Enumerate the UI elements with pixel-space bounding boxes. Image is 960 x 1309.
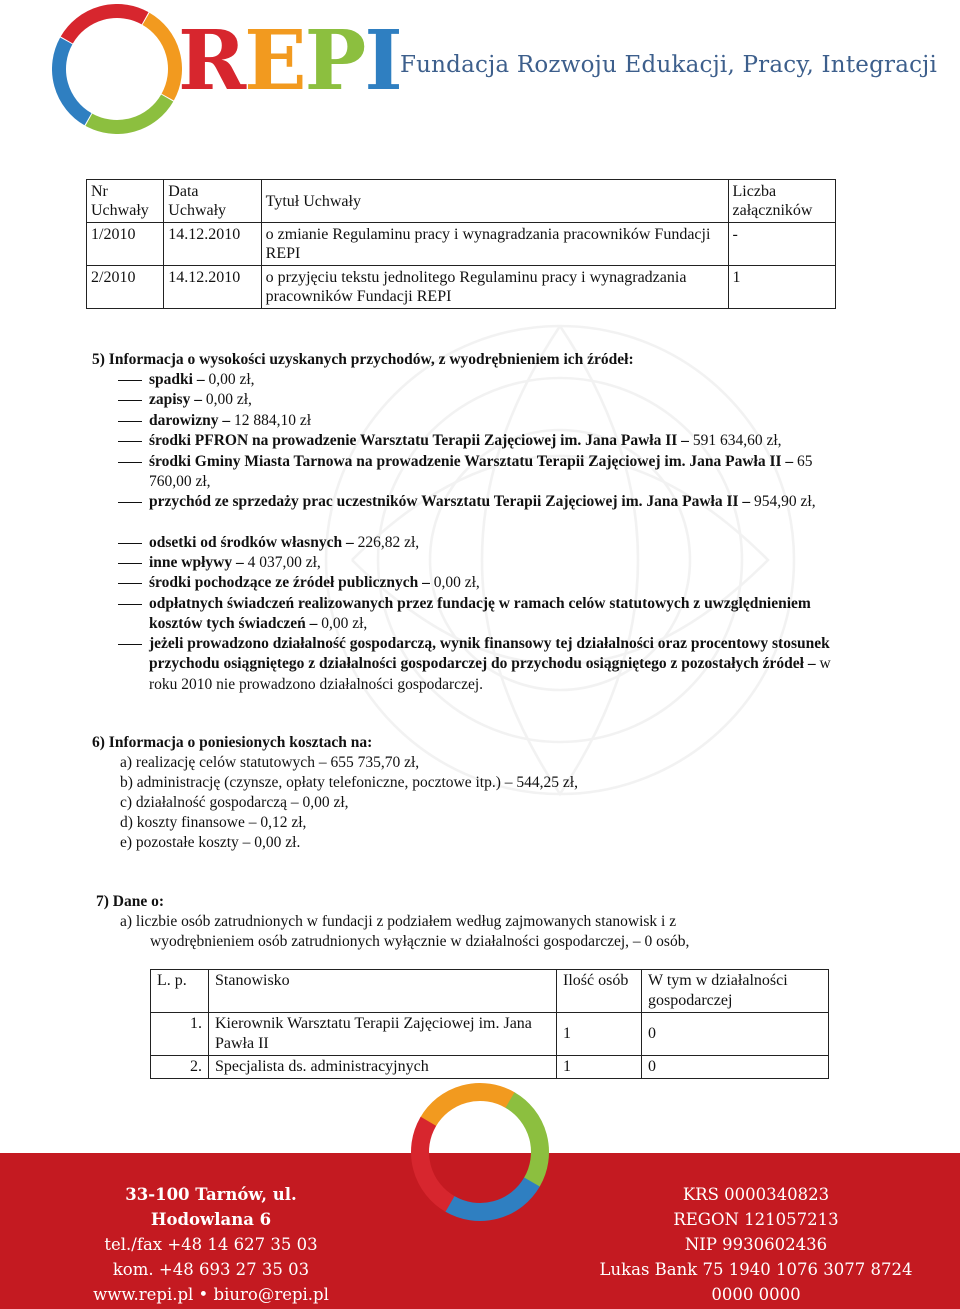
header-position: Stanowisko [209,970,557,1013]
cell-lp: 1. [151,1013,209,1056]
resolutions-table [86,179,836,309]
table-row [151,1056,829,1079]
cell-date: 14.12.2010 [164,266,261,309]
header-title: Tytuł Uchwały [261,180,728,223]
employment-text-line: a) liczbie osób zatrudnionych w fundacji z podziałem według zajmowanych stanowisk i z [120,913,677,930]
dash-bullet [118,400,142,401]
header-business: W tym w działalności gospodarczej [642,970,829,1013]
dash-bullet [118,583,142,584]
item-value: w roku 2010 nie prowadzono działalności gospodarczej. [149,655,831,693]
cell-title: o zmianie Regulaminu pracy i wynagradzania pracowników Fundacji REPI [261,223,728,266]
item-label: darowizny – [149,412,231,429]
item-label: odpłatnych świadczeń realizowanych przez fundację w ramach celów statutowych z uwzględnieniem kosztów tych świadczeń – [149,595,811,633]
list-item [118,452,848,493]
cell-business: 0 [642,1056,829,1079]
header-lp: L. p. [151,970,209,1013]
item-label: przychód ze sprzedaży prac uczestników Warsztatu Terapii Zajęciowej im. Jana Pawła II – [149,493,751,510]
item-value: 65 760,00 zł, [149,453,813,491]
list-item [118,431,848,451]
cell-business: 0 [642,1013,829,1056]
item-value: 226,82 zł, [353,534,420,551]
cell-lp: 2. [151,1056,209,1079]
list-item [118,492,848,512]
item-value: 0,00 zł, [317,615,368,633]
list-item [118,594,848,635]
header-nr: Nr Uchwały [87,180,164,223]
item-label: środki PFRON na prowadzenie Warsztatu Terapii Zajęciowej im. Jana Pawła II – [149,432,689,449]
cell-title: o przyjęciu tekstu jednolitego Regulaminu pracy i wynagradzania pracowników Fundacji REPI [261,266,728,309]
item-label: spadki – [149,371,205,388]
list-item [118,553,848,573]
cell-count: 1 [557,1013,642,1056]
dash-bullet [118,441,142,442]
list-item [118,370,848,390]
item-label: odsetki od środków własnych – [149,534,354,551]
item-value: 0,00 zł, [204,371,255,388]
list-item [118,390,848,410]
footer-contact [80,1182,342,1307]
section6-heading: 6) Informacja o poniesionych kosztach na: [92,734,373,751]
item-value: 0,00 zł, [201,391,252,408]
table-header-row [87,180,836,223]
footer-address: 33-100 Tarnów, ul. Hodowlana 6 [125,1185,297,1229]
item-value: 4 037,00 zł, [243,554,321,571]
cell-position: Kierownik Warsztatu Terapii Zajęciowej im. Jana Pawła II [209,1013,557,1056]
footer-registry [580,1182,932,1307]
cell-attachments: - [728,223,835,266]
footer-logo-icon [410,1082,550,1222]
list-item [118,411,848,431]
section5-heading: 5) Informacja o wysokości uzyskanych przychodów, z wyodrębnieniem ich źródeł: [92,351,634,368]
cost-item: b) administrację (czynsze, opłaty telefoniczne, pocztowe itp.) – 544,25 zł, [120,774,578,791]
list-item [118,634,848,695]
cost-item: a) realizację celów statutowych – 655 735,70 zł, [120,754,420,771]
item-value: 591 634,60 zł, [688,432,782,449]
item-label: inne wpływy – [149,554,244,571]
item-value: 954,90 zł, [750,493,816,510]
table-row [87,223,836,266]
dash-bullet [118,543,142,544]
cell-count: 1 [557,1056,642,1079]
dash-bullet [118,502,142,503]
footer-telfax: tel./fax +48 14 627 35 03 [104,1235,318,1254]
dash-bullet [118,563,142,564]
dash-bullet [118,644,142,645]
cell-date: 14.12.2010 [164,223,261,266]
header-date: Data Uchwały [164,180,261,223]
section7-heading: 7) Dane o: [96,893,165,910]
cost-item: e) pozostałe koszty – 0,00 zł. [120,834,301,851]
footer-bank: Lukas Bank 75 1940 1076 3077 8724 0000 0000 [599,1260,913,1304]
dash-bullet [118,604,142,605]
item-label: środki pochodzące ze źródeł publicznych – [149,574,430,591]
cell-nr: 1/2010 [87,223,164,266]
organization-name: Fundacja Rozwoju Edukacji, Pracy, Integracji [400,52,938,78]
list-item [118,573,848,593]
employment-text-line: wyodrębnieniem osób zatrudnionych wyłącznie w działalności gospodarczej, – 0 osób, [150,933,690,950]
dash-bullet [118,421,142,422]
item-value: 12 884,10 zł [230,412,312,429]
cost-item: d) koszty finansowe – 0,12 zł, [120,814,307,831]
dash-bullet [118,462,142,463]
cell-position: Specjalista ds. administracyjnych [209,1056,557,1079]
table-header-row [151,970,829,1013]
repi-logo-icon [52,4,182,134]
header-count: Ilość osób [557,970,642,1013]
cost-item: c) działalność gospodarczą – 0,00 zł, [120,794,349,811]
cell-attachments: 1 [728,266,835,309]
footer-regon: REGON 121057213 [673,1210,839,1229]
footer-web-email[interactable]: www.repi.pl • biuro@repi.pl [93,1285,329,1304]
header-attachments: Liczba załączników [728,180,835,223]
footer-nip: NIP 9930602436 [684,1235,828,1254]
item-label: zapisy – [149,391,202,408]
list-item [118,533,848,553]
table-row [87,266,836,309]
footer-mobile: kom. +48 693 27 35 03 [112,1260,310,1279]
item-value: 0,00 zł, [429,574,480,591]
cell-nr: 2/2010 [87,266,164,309]
table-row [151,1013,829,1056]
repi-logo-wordmark: REPI [178,13,401,109]
employees-table [150,969,829,1079]
item-label: jeżeli prowadzono działalność gospodarczą, wynik finansowy tej działalności oraz procentowy stosunek przychodu osiągniętego z działalności gospodarczej do przychodu osiągniętego z pozostałych źródeł – [149,635,830,673]
dash-bullet [118,380,142,381]
item-label: środki Gminy Miasta Tarnowa na prowadzenie Warsztatu Terapii Zajęciowej im. Jana Pawła II – [149,453,794,470]
footer-krs: KRS 0000340823 [682,1185,830,1204]
